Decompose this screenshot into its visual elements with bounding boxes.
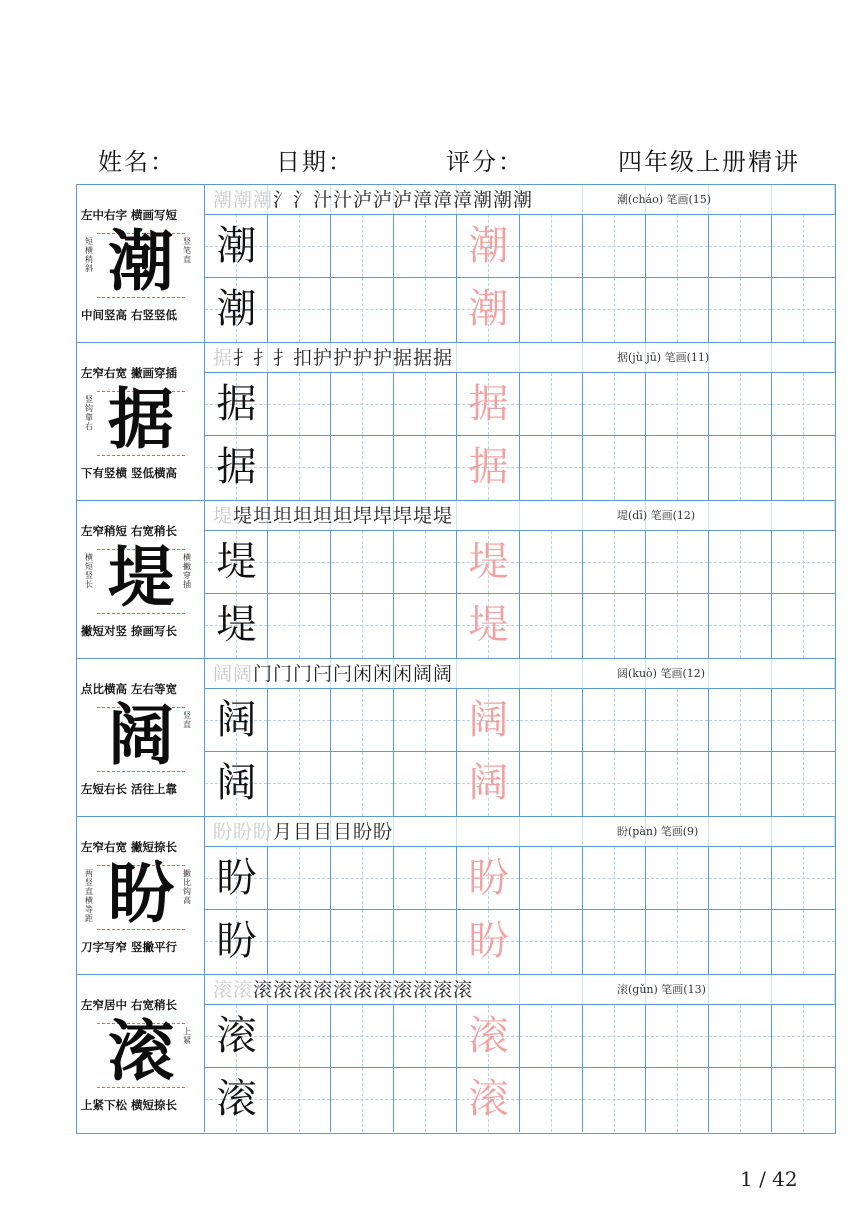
stroke-annotation-left: 两竖直横等距	[85, 869, 93, 923]
stroke-order-row	[205, 185, 835, 215]
stroke-order-steps: 门门门闩闩闲闲闲阔阔	[253, 663, 454, 685]
model-character-copy: 潮	[216, 286, 257, 332]
writing-tip-top: 左中右字 横画写短	[81, 208, 178, 222]
stroke-order-row	[205, 975, 835, 1005]
writing-cell[interactable]	[772, 910, 835, 974]
writing-cell[interactable]	[709, 278, 772, 342]
writing-cell[interactable]	[709, 531, 772, 593]
writing-grid-row	[205, 1005, 835, 1068]
writing-cell[interactable]	[331, 910, 394, 974]
writing-cell[interactable]	[583, 215, 646, 277]
writing-cell[interactable]	[709, 1005, 772, 1067]
model-character-copy: 滚	[216, 1013, 257, 1059]
book-title: 四年级上册精讲	[618, 148, 800, 176]
writing-cell[interactable]	[520, 278, 583, 342]
writing-cell[interactable]	[331, 278, 394, 342]
writing-cell[interactable]	[331, 1068, 394, 1132]
writing-grid-row	[205, 594, 835, 658]
writing-cell[interactable]	[520, 910, 583, 974]
character-block	[77, 501, 835, 659]
writing-cell[interactable]	[331, 215, 394, 277]
stroke-annotation-right: 竖笔直	[183, 237, 191, 264]
trace-character: 滚	[468, 1076, 509, 1122]
writing-cell[interactable]	[709, 689, 772, 751]
writing-cell[interactable]	[394, 847, 457, 909]
writing-grid-row	[205, 278, 835, 342]
writing-cell[interactable]	[520, 689, 583, 751]
writing-cell[interactable]	[331, 373, 394, 435]
writing-cell[interactable]	[772, 1068, 835, 1132]
writing-tip-top: 左窄居中 右宽稍长	[81, 998, 178, 1012]
writing-cell[interactable]	[646, 278, 709, 342]
character-guide-panel	[77, 817, 205, 974]
model-character: 潮	[108, 222, 174, 300]
practice-sheet	[76, 184, 836, 1134]
writing-cell[interactable]	[646, 847, 709, 909]
model-character-copy: 潮	[216, 223, 257, 269]
practice-area	[205, 185, 835, 342]
writing-cell[interactable]	[772, 847, 835, 909]
writing-cell[interactable]	[646, 531, 709, 593]
writing-cell[interactable]	[583, 1005, 646, 1067]
writing-cell[interactable]	[772, 1005, 835, 1067]
stroke-order-faded: 阔阔	[213, 663, 254, 685]
model-character-copy: 盼	[216, 855, 257, 901]
writing-cell[interactable]	[394, 1068, 457, 1132]
writing-cell[interactable]	[394, 373, 457, 435]
writing-cell[interactable]	[394, 910, 457, 974]
practice-area	[205, 343, 835, 500]
stroke-order-steps: 扌扌扌扣护护护护据据据	[233, 347, 454, 369]
trace-character: 阔	[468, 760, 509, 806]
stroke-order-steps: 氵氵汁汁泸泸泸漳漳漳潮潮潮	[273, 189, 534, 211]
writing-cell[interactable]	[583, 278, 646, 342]
stroke-order-sequence	[213, 185, 533, 215]
character-guide-panel	[77, 501, 205, 658]
writing-cell[interactable]	[520, 436, 583, 500]
writing-cell[interactable]	[331, 847, 394, 909]
writing-tip-bottom: 撇短对竖 捺画写长	[81, 624, 178, 638]
stroke-order-sequence	[213, 975, 473, 1005]
writing-cell[interactable]	[394, 752, 457, 816]
stroke-annotation-left: 竖钩靠右	[85, 395, 93, 431]
pinyin-stroke-count: 盼(pàn) 笔画(9)	[617, 825, 699, 838]
writing-cell[interactable]	[709, 373, 772, 435]
character-guide-panel	[77, 185, 205, 342]
writing-cell[interactable]	[709, 752, 772, 816]
writing-cell[interactable]	[394, 436, 457, 500]
writing-tip-bottom: 刀字写窄 竖撇平行	[81, 940, 178, 954]
writing-cell[interactable]	[709, 910, 772, 974]
writing-cell[interactable]	[583, 847, 646, 909]
trace-character: 潮	[468, 223, 509, 269]
model-character-copy: 盼	[216, 918, 257, 964]
writing-cell[interactable]	[646, 689, 709, 751]
model-character: 据	[108, 380, 174, 458]
model-character-copy: 据	[216, 381, 257, 427]
writing-cell[interactable]	[646, 910, 709, 974]
writing-cell[interactable]	[520, 847, 583, 909]
writing-cell[interactable]	[394, 689, 457, 751]
writing-cell[interactable]	[520, 594, 583, 658]
page-number: 1 / 42	[740, 1167, 798, 1191]
writing-grid-row	[205, 847, 835, 910]
trace-character: 滚	[468, 1013, 509, 1059]
model-character: 滚	[108, 1012, 174, 1090]
writing-cell[interactable]	[268, 594, 331, 658]
trace-character: 阔	[468, 697, 509, 743]
pinyin-stroke-count: 据(jù jū) 笔画(11)	[617, 351, 710, 364]
practice-area	[205, 659, 835, 816]
writing-cell[interactable]	[268, 1068, 331, 1132]
stroke-order-row	[205, 501, 835, 531]
model-character-copy: 堤	[216, 602, 257, 648]
writing-tip-top: 左窄右宽 撇画穿插	[81, 366, 178, 380]
writing-cell[interactable]	[646, 436, 709, 500]
writing-cell[interactable]	[709, 594, 772, 658]
model-character-copy: 滚	[216, 1076, 257, 1122]
writing-cell[interactable]	[520, 215, 583, 277]
writing-cell[interactable]	[772, 752, 835, 816]
writing-grid-row	[205, 436, 835, 500]
writing-cell[interactable]	[331, 531, 394, 593]
writing-cell[interactable]	[646, 594, 709, 658]
trace-character: 据	[468, 444, 509, 490]
writing-cell[interactable]	[583, 689, 646, 751]
writing-cell[interactable]	[331, 436, 394, 500]
writing-cell[interactable]	[394, 1005, 457, 1067]
writing-tip-bottom: 中间竖高 右竖竖低	[81, 308, 178, 322]
writing-grid-row	[205, 1068, 835, 1132]
writing-cell[interactable]	[583, 373, 646, 435]
writing-cell[interactable]	[583, 594, 646, 658]
writing-cell[interactable]	[646, 1068, 709, 1132]
writing-grid-row	[205, 531, 835, 594]
pinyin-stroke-count: 阔(kuò) 笔画(12)	[617, 667, 706, 680]
stroke-order-sequence	[213, 659, 453, 689]
practice-area	[205, 817, 835, 974]
writing-cell[interactable]	[268, 531, 331, 593]
stroke-order-steps: 月目目目盼盼	[273, 821, 394, 843]
stroke-annotation-right: 上紧	[183, 1027, 191, 1045]
writing-cell[interactable]	[709, 847, 772, 909]
stroke-annotation-left: 短横稍斜	[85, 237, 93, 273]
trace-character: 潮	[468, 286, 509, 332]
writing-cell[interactable]	[646, 752, 709, 816]
writing-grid-row	[205, 752, 835, 816]
stroke-order-row	[205, 343, 835, 373]
pinyin-stroke-count: 滚(gǔn) 笔画(13)	[617, 983, 706, 996]
character-guide-panel	[77, 343, 205, 500]
writing-cell[interactable]	[268, 436, 331, 500]
character-block	[77, 975, 835, 1133]
model-character-copy: 阔	[216, 760, 257, 806]
name-label: 姓名：	[98, 148, 176, 176]
writing-cell[interactable]	[520, 373, 583, 435]
trace-character: 堤	[468, 602, 509, 648]
stroke-order-row	[205, 817, 835, 847]
writing-cell[interactable]	[331, 752, 394, 816]
model-character: 阔	[108, 696, 174, 774]
writing-cell[interactable]	[583, 752, 646, 816]
stroke-annotation-left: 横短竖长	[85, 553, 93, 589]
writing-cell[interactable]	[709, 436, 772, 500]
model-character-copy: 阔	[216, 697, 257, 743]
writing-cell[interactable]	[331, 594, 394, 658]
writing-cell[interactable]	[268, 847, 331, 909]
stroke-order-sequence	[213, 817, 393, 847]
writing-tip-top: 点比横高 左右等宽	[81, 682, 178, 696]
worksheet-header	[0, 140, 860, 184]
model-character-copy: 据	[216, 444, 257, 490]
stroke-order-faded: 据	[213, 347, 234, 369]
writing-tip-bottom: 下有竖横 竖低横高	[81, 466, 178, 480]
writing-cell[interactable]	[583, 910, 646, 974]
trace-character: 据	[468, 381, 509, 427]
writing-grid-row	[205, 689, 835, 752]
writing-cell[interactable]	[772, 215, 835, 277]
writing-cell[interactable]	[520, 1068, 583, 1132]
trace-character: 盼	[468, 855, 509, 901]
stroke-order-sequence	[213, 501, 453, 531]
stroke-order-steps: 堤坦坦坦坦坦垾垾垾堤堤	[233, 505, 454, 527]
pinyin-stroke-count: 潮(cháo) 笔画(15)	[617, 193, 712, 206]
character-guide-panel	[77, 975, 205, 1132]
character-block	[77, 817, 835, 975]
writing-cell[interactable]	[772, 436, 835, 500]
writing-tip-bottom: 左短右长 活往上靠	[81, 782, 178, 796]
writing-cell[interactable]	[772, 594, 835, 658]
writing-cell[interactable]	[331, 689, 394, 751]
writing-cell[interactable]	[394, 531, 457, 593]
writing-tip-top: 左窄稍短 右宽稍长	[81, 524, 178, 538]
writing-cell[interactable]	[331, 1005, 394, 1067]
writing-grid-row	[205, 910, 835, 974]
writing-tip-top: 左窄右宽 撇短捺长	[81, 840, 178, 854]
writing-cell[interactable]	[520, 531, 583, 593]
writing-cell[interactable]	[394, 594, 457, 658]
trace-character: 盼	[468, 918, 509, 964]
practice-area	[205, 501, 835, 658]
writing-cell[interactable]	[709, 1068, 772, 1132]
writing-cell[interactable]	[646, 215, 709, 277]
trace-character: 堤	[468, 539, 509, 585]
stroke-annotation-right: 竖直	[183, 711, 191, 729]
character-block	[77, 343, 835, 501]
writing-cell[interactable]	[268, 689, 331, 751]
model-character-copy: 堤	[216, 539, 257, 585]
writing-cell[interactable]	[583, 436, 646, 500]
character-block	[77, 185, 835, 343]
stroke-order-row	[205, 659, 835, 689]
pinyin-stroke-count: 堤(dī) 笔画(12)	[617, 509, 696, 522]
model-character: 堤	[108, 538, 174, 616]
writing-cell[interactable]	[520, 1005, 583, 1067]
writing-cell[interactable]	[772, 278, 835, 342]
score-label: 评分：	[446, 148, 524, 176]
character-block	[77, 659, 835, 817]
writing-cell[interactable]	[268, 278, 331, 342]
writing-cell[interactable]	[772, 689, 835, 751]
writing-cell[interactable]	[646, 1005, 709, 1067]
writing-cell[interactable]	[520, 752, 583, 816]
writing-cell[interactable]	[583, 1068, 646, 1132]
date-label: 日期：	[276, 148, 354, 176]
writing-cell[interactable]	[772, 373, 835, 435]
writing-cell[interactable]	[772, 531, 835, 593]
writing-cell[interactable]	[583, 531, 646, 593]
writing-grid-row	[205, 215, 835, 278]
writing-cell[interactable]	[268, 215, 331, 277]
character-guide-panel	[77, 659, 205, 816]
writing-grid-row	[205, 373, 835, 436]
writing-cell[interactable]	[394, 215, 457, 277]
writing-tip-bottom: 上紧下松 横短捺长	[81, 1098, 178, 1112]
model-character: 盼	[108, 854, 174, 932]
stroke-order-faded: 滚滚	[213, 979, 254, 1001]
stroke-order-sequence	[213, 343, 453, 373]
writing-cell[interactable]	[268, 910, 331, 974]
stroke-order-faded: 盼盼盼	[213, 821, 274, 843]
stroke-order-faded: 堤	[213, 505, 234, 527]
stroke-order-faded: 潮潮潮	[213, 189, 274, 211]
writing-cell[interactable]	[646, 373, 709, 435]
writing-cell[interactable]	[709, 215, 772, 277]
stroke-annotation-right: 撇比钩高	[183, 869, 191, 905]
stroke-annotation-right: 横撇穿插	[183, 553, 191, 589]
writing-cell[interactable]	[268, 752, 331, 816]
stroke-order-steps: 滚滚滚滚滚滚滚滚滚滚滚	[253, 979, 474, 1001]
writing-cell[interactable]	[394, 278, 457, 342]
writing-cell[interactable]	[268, 1005, 331, 1067]
writing-cell[interactable]	[268, 373, 331, 435]
practice-area	[205, 975, 835, 1132]
